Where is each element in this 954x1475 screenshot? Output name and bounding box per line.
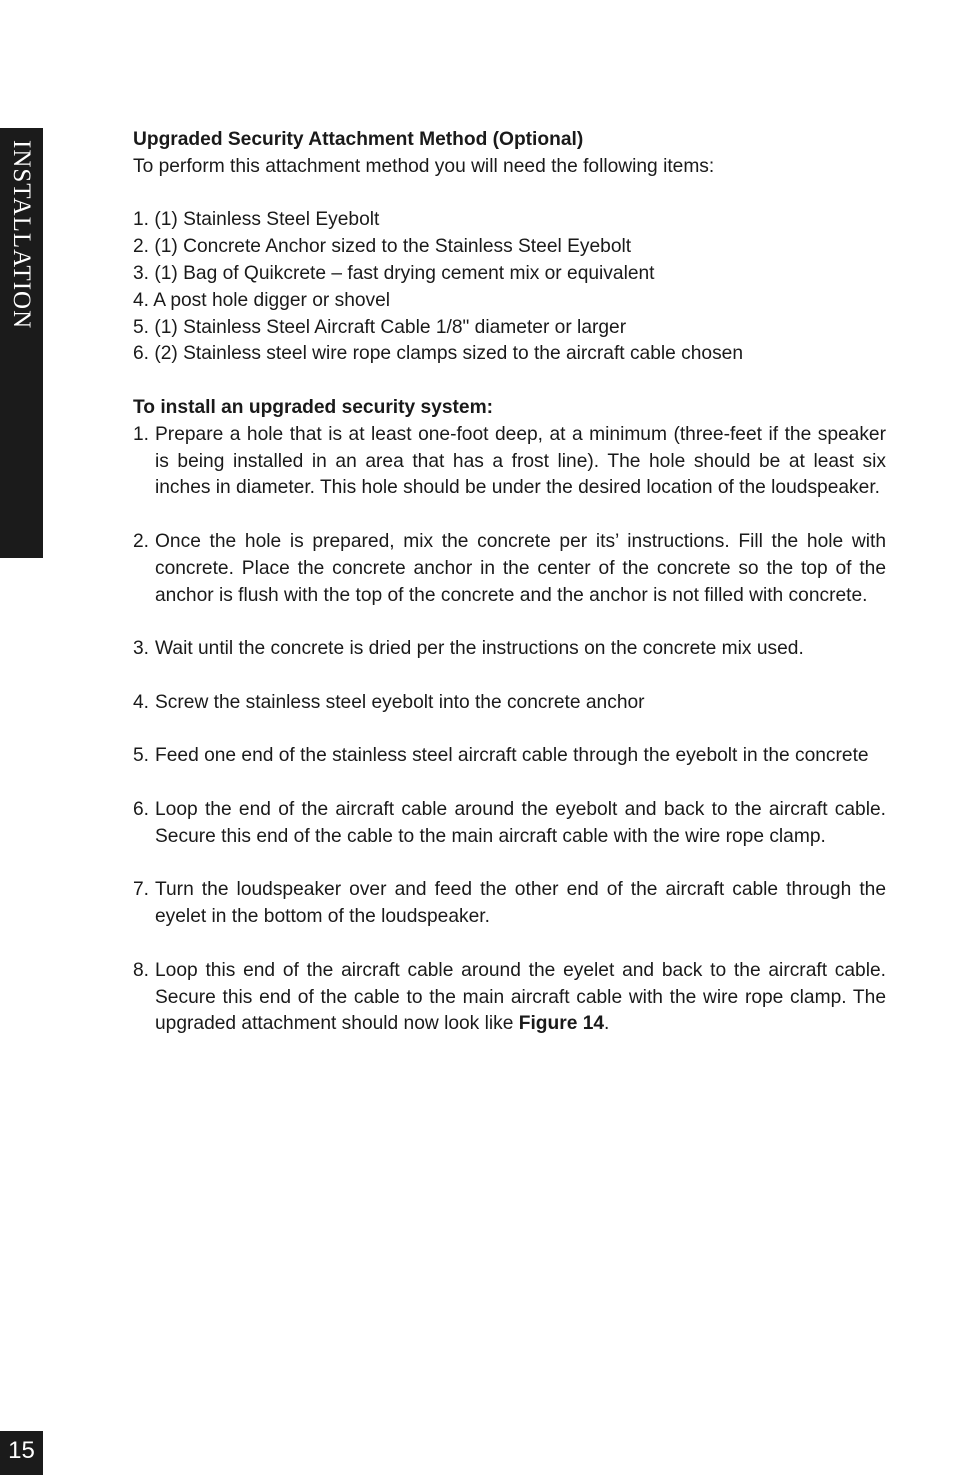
step-text: Once the hole is prepared, mix the concrete per its’ instructions. Fill the hole with concrete. Place the concrete anchor in the center of the concrete so the top of the anchor is flush with the top of the concrete and the anchor is not filled with concrete. [155,530,886,606]
step-number: 4. [133,691,150,713]
spacer [133,368,886,395]
step-number: 1. [133,423,150,445]
install-step [133,877,886,931]
list-item: 5. (1) Stainless Steel Aircraft Cable 1/8" diameter or larger [133,316,627,338]
spacer [133,181,886,208]
spacer [133,502,886,529]
step-text: Loop the end of the aircraft cable around the eyebolt and back to the aircraft cable. Secure this end of the cable to the main aircraft cable with the wire rope clamp. [155,798,886,847]
intro-text: To perform this attachment method you will need the following items: [133,155,715,177]
spacer [133,931,886,958]
spacer [133,717,886,744]
step-text: Wait until the concrete is dried per the instructions on the concrete mix used. [155,638,804,660]
install-heading: To install an upgraded security system: [133,396,494,418]
figure-reference: Figure 14 [518,1013,605,1035]
list-item: 3. (1) Bag of Quikcrete – fast drying cement mix or equivalent [133,262,655,284]
list-item: 6. (2) Stainless steel wire rope clamps sized to the aircraft cable chosen [133,343,744,365]
spacer [133,851,886,878]
section-tab [0,128,43,558]
step-text: Prepare a hole that is at least one-foot deep, at a minimum (three-feet if the speaker is being installed in an area that has a frost line). The hole should be at least six inches in diameter. This hole should be under the desired location of the loudspeaker. [155,423,886,499]
list-item: 4. A post hole digger or shovel [133,289,391,311]
items-list [133,207,886,368]
step-number: 8. [133,959,150,981]
install-step [133,422,886,502]
step-text-with-figure-ref [155,958,886,1038]
install-step [133,797,886,851]
step-number: 2. [133,530,150,552]
spacer [133,770,886,797]
step-text: Turn the loudspeaker over and feed the other end of the aircraft cable through the eyelet in the bottom of the loudspeaker. [155,879,886,928]
step-number: 5. [133,745,150,767]
list-item: 2. (1) Concrete Anchor sized to the Stainless Steel Eyebolt [133,236,632,258]
step-number: 6. [133,798,150,820]
step-number: 3. [133,638,150,660]
section-tab-label: INSTALLATION [8,140,35,330]
section-heading: Upgraded Security Attachment Method (Optional) [133,129,584,150]
install-step [133,958,886,1038]
install-step [133,529,886,609]
install-step [133,636,886,663]
page-content [133,127,886,1038]
step-text: Screw the stainless steel eyebolt into the concrete anchor [155,691,645,713]
step-text: Feed one end of the stainless steel aircraft cable through the eyebolt in the concrete [155,745,869,767]
step-number: 7. [133,879,150,901]
final-punctuation: . [604,1013,610,1035]
install-step [133,690,886,717]
spacer [133,609,886,636]
step-text: Loop this end of the aircraft cable around the eyelet and back to the aircraft cable. Secure this end of the cable to the main aircraft cable with the wire rope clamp. The upgraded attachment should now look like [155,959,886,1035]
install-step [133,743,886,770]
spacer [133,663,886,690]
list-item: 1. (1) Stainless Steel Eyebolt [133,209,380,231]
page-number: 15 [0,1431,43,1475]
